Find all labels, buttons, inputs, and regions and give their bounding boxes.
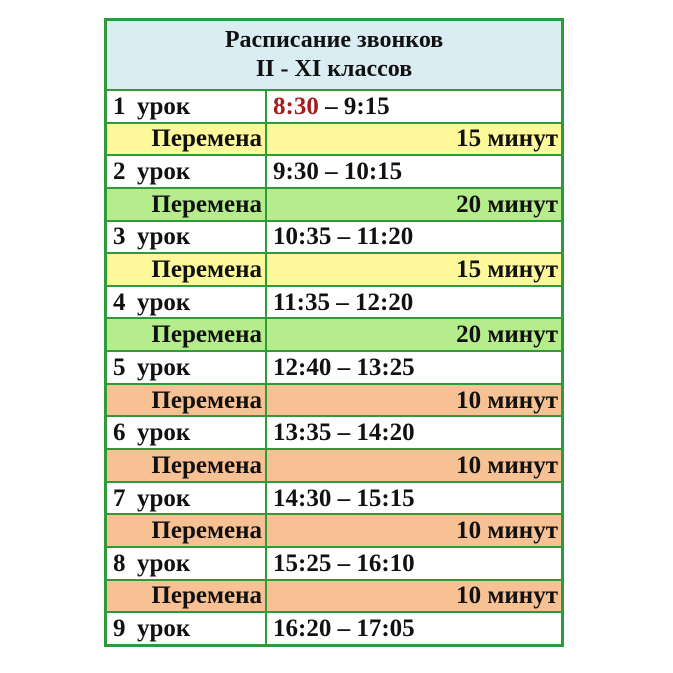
lesson-end-time: 10:15 — [343, 158, 403, 186]
break-label: Перемена — [151, 256, 262, 284]
break-row — [107, 254, 561, 287]
break-row — [107, 124, 561, 157]
lesson-time-cell — [267, 156, 561, 187]
lesson-number: 5 — [113, 353, 126, 381]
lesson-label: урок — [137, 419, 191, 447]
break-duration: 10 минут — [456, 386, 558, 414]
break-row — [107, 515, 561, 548]
break-duration-cell — [267, 450, 561, 481]
lesson-end-time: 17:05 — [356, 615, 415, 643]
break-duration: 20 минут — [456, 190, 558, 218]
lesson-start-time: 15:25 — [273, 549, 332, 577]
lesson-number: 3 — [113, 223, 126, 251]
lesson-start-time: 12:40 — [273, 353, 332, 381]
lesson-start-time: 9:30 — [273, 158, 319, 186]
break-row — [107, 450, 561, 483]
schedule-subtitle: II - XI классов — [255, 56, 413, 82]
break-label-cell — [107, 581, 267, 612]
break-duration-cell — [267, 515, 561, 546]
break-label: Перемена — [151, 321, 262, 349]
lesson-end-time: 9:15 — [343, 92, 390, 120]
lesson-label: урок — [137, 223, 191, 251]
lesson-label-cell — [107, 548, 267, 579]
lesson-number: 2 — [113, 158, 126, 186]
lesson-row — [107, 156, 561, 189]
lesson-label: урок — [137, 92, 191, 120]
break-label: Перемена — [151, 386, 262, 414]
break-label-cell — [107, 189, 267, 220]
lesson-end-time: 16:10 — [356, 549, 415, 577]
break-duration: 15 минут — [456, 125, 558, 153]
lesson-number: 1 — [113, 92, 126, 120]
break-duration-cell — [267, 319, 561, 350]
lesson-row — [107, 613, 561, 644]
break-label-cell — [107, 254, 267, 285]
lesson-number: 9 — [113, 615, 126, 643]
lesson-number: 7 — [113, 484, 126, 512]
lesson-start-time: 16:20 — [273, 615, 332, 643]
lesson-row — [107, 91, 561, 124]
break-row — [107, 189, 561, 222]
break-label: Перемена — [151, 451, 262, 479]
break-duration-cell — [267, 189, 561, 220]
lesson-label-cell — [107, 287, 267, 318]
lesson-start-time: 11:35 — [273, 288, 330, 316]
lesson-end-time: 12:20 — [354, 288, 414, 316]
break-label-cell — [107, 450, 267, 481]
lesson-label-cell — [107, 417, 267, 448]
lesson-row — [107, 352, 561, 385]
lesson-time-cell — [267, 352, 561, 383]
lesson-row — [107, 417, 561, 450]
break-label: Перемена — [151, 582, 262, 610]
lesson-time-cell — [267, 417, 561, 448]
lesson-time-cell — [267, 483, 561, 514]
break-duration: 10 минут — [456, 451, 558, 479]
time-separator: – — [331, 223, 357, 251]
time-separator: – — [331, 419, 357, 447]
break-label: Перемена — [151, 125, 262, 153]
lesson-start-time: 13:35 — [273, 419, 332, 447]
lesson-label: урок — [137, 158, 191, 186]
break-row — [107, 581, 561, 614]
break-row — [107, 385, 561, 418]
lesson-time-cell — [267, 222, 561, 253]
time-separator: – — [318, 92, 344, 120]
break-label-cell — [107, 124, 267, 155]
lesson-number: 6 — [113, 419, 126, 447]
lesson-time-cell — [267, 287, 561, 318]
lesson-label: урок — [137, 615, 191, 643]
lesson-row — [107, 287, 561, 320]
break-duration-cell — [267, 124, 561, 155]
break-label: Перемена — [151, 190, 262, 218]
lesson-row — [107, 548, 561, 581]
lesson-start-time: 10:35 — [273, 223, 332, 251]
lesson-number: 4 — [113, 288, 126, 316]
time-separator: – — [329, 288, 355, 316]
lesson-time-cell — [267, 613, 561, 644]
break-label-cell — [107, 515, 267, 546]
lesson-start-time: 14:30 — [273, 484, 332, 512]
lesson-label-cell — [107, 613, 267, 644]
lesson-label-cell — [107, 483, 267, 514]
schedule-header — [107, 21, 561, 91]
break-label: Перемена — [151, 517, 262, 545]
break-duration: 20 минут — [456, 321, 558, 349]
lesson-label-cell — [107, 222, 267, 253]
lesson-time-cell — [267, 91, 561, 122]
time-separator: – — [331, 549, 357, 577]
lesson-start-time: 8:30 — [273, 92, 319, 120]
break-label-cell — [107, 385, 267, 416]
break-duration: 10 минут — [456, 582, 558, 610]
lesson-label: урок — [137, 484, 191, 512]
break-duration: 15 минут — [456, 256, 558, 284]
time-separator: – — [331, 353, 357, 381]
schedule-title: Расписание звонков — [224, 27, 444, 53]
time-separator: – — [318, 158, 344, 186]
lesson-label-cell — [107, 91, 267, 122]
lesson-row — [107, 483, 561, 516]
lesson-end-time: 15:15 — [356, 484, 415, 512]
break-duration-cell — [267, 581, 561, 612]
lesson-end-time: 11:20 — [356, 223, 414, 251]
time-separator: – — [331, 615, 357, 643]
lesson-row — [107, 222, 561, 255]
lesson-label: урок — [137, 288, 191, 316]
bell-schedule-table — [104, 18, 564, 647]
lesson-label: урок — [137, 353, 191, 381]
lesson-label: урок — [137, 549, 191, 577]
lesson-time-cell — [267, 548, 561, 579]
break-row — [107, 319, 561, 352]
lesson-label-cell — [107, 156, 267, 187]
break-duration-cell — [267, 385, 561, 416]
lesson-end-time: 13:25 — [356, 353, 415, 381]
lesson-end-time: 14:20 — [356, 419, 415, 447]
lesson-number: 8 — [113, 549, 126, 577]
time-separator: – — [331, 484, 357, 512]
lesson-label-cell — [107, 352, 267, 383]
break-duration: 10 минут — [456, 517, 558, 545]
break-label-cell — [107, 319, 267, 350]
break-duration-cell — [267, 254, 561, 285]
